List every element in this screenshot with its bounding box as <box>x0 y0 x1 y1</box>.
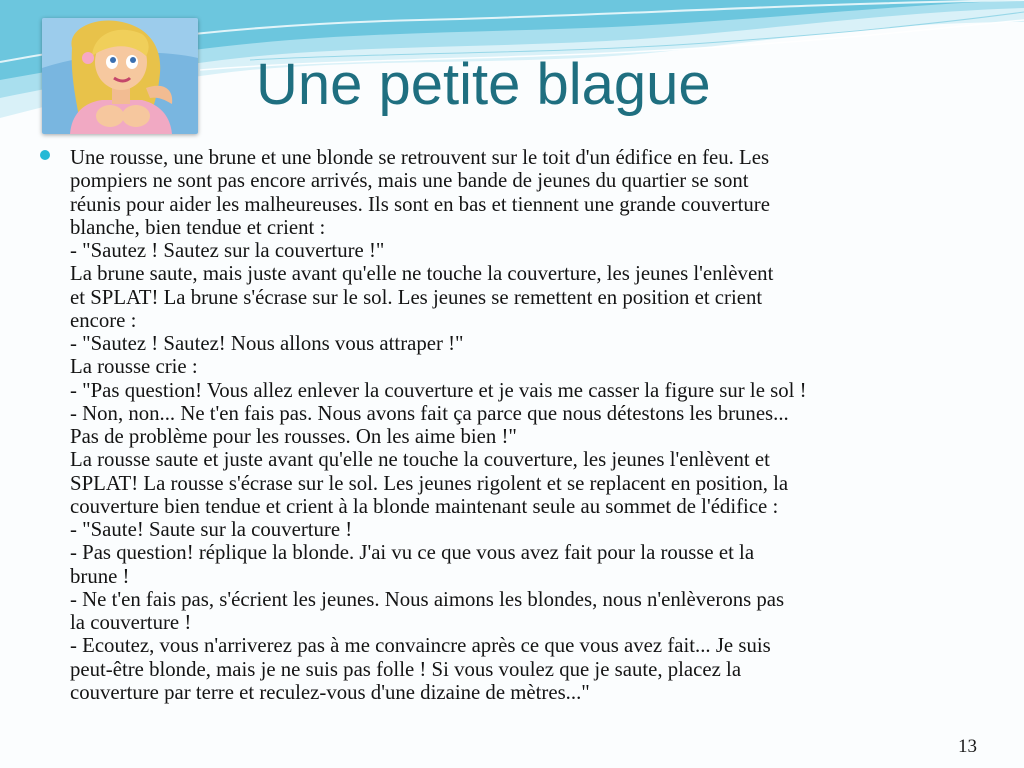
text-line: pompiers ne sont pas encore arrivés, mais une bande de jeunes du quartier se sont <box>70 169 749 193</box>
text-line: - Ne t'en fais pas, s'écrient les jeunes. Nous aimons les blondes, nous n'enlèverons pas <box>70 587 785 611</box>
joke-text <box>70 146 990 704</box>
slide-title: Une petite blague <box>256 52 711 117</box>
text-line: Une rousse, une brune et une blonde se retrouvent sur le toit d'un édifice en feu. Les <box>70 146 770 169</box>
text-line: la couverture ! <box>70 611 192 634</box>
text-line: - "Pas question! Vous allez enlever la couverture et je vais me casser la figure sur le sol ! <box>70 378 807 402</box>
page-number: 13 <box>958 736 977 757</box>
text-line: - "Sautez ! Sautez! Nous allons vous attraper !" <box>70 332 464 355</box>
text-line: La rousse saute et juste avant qu'elle ne touche la couverture, les jeunes l'enlèvent et <box>70 448 770 472</box>
text-line: blanche, bien tendue et crient : <box>70 215 326 239</box>
bullet-icon <box>40 150 50 160</box>
text-line: - Pas question! réplique la blonde. J'ai vu ce que vous avez fait pour la rousse et la <box>70 541 755 565</box>
text-line: - Non, non... Ne t'en fais pas. Nous avons fait ça parce que nous détestons les brunes... <box>70 401 789 425</box>
text-line: couverture bien tendue et crient à la blonde maintenant seule au sommet de l'édifice : <box>70 494 779 518</box>
text-line: - "Saute! Saute sur la couverture ! <box>70 518 353 541</box>
text-line: La rousse crie : <box>70 355 198 379</box>
text-line: peut-être blonde, mais je ne suis pas folle ! Si vous voulez que je saute, placez la <box>70 657 742 681</box>
text-line: et SPLAT! La brune s'écrase sur le sol. Les jeunes se remettent en position et crient <box>70 285 763 309</box>
text-line: Pas de problème pour les rousses. On les aime bien !" <box>70 425 517 448</box>
text-line: réunis pour aider les malheureuses. Ils sont en bas et tiennent une grande couverture <box>70 192 770 216</box>
text-line: encore : <box>70 308 137 332</box>
text-line: La brune saute, mais juste avant qu'elle ne touche la couverture, les jeunes l'enlèvent <box>70 262 774 286</box>
cartoon-blonde-woman-image <box>42 18 198 134</box>
text-line: brune ! <box>70 564 130 588</box>
text-line: couverture par terre et reculez-vous d'une dizaine de mètres..." <box>70 680 590 704</box>
text-line: SPLAT! La rousse s'écrase sur le sol. Les jeunes rigolent et se replacent en position, la <box>70 471 789 495</box>
text-line: - "Sautez ! Sautez sur la couverture !" <box>70 239 385 262</box>
text-line: - Ecoutez, vous n'arriverez pas à me convaincre après ce que vous avez fait... Je suis <box>70 634 771 658</box>
